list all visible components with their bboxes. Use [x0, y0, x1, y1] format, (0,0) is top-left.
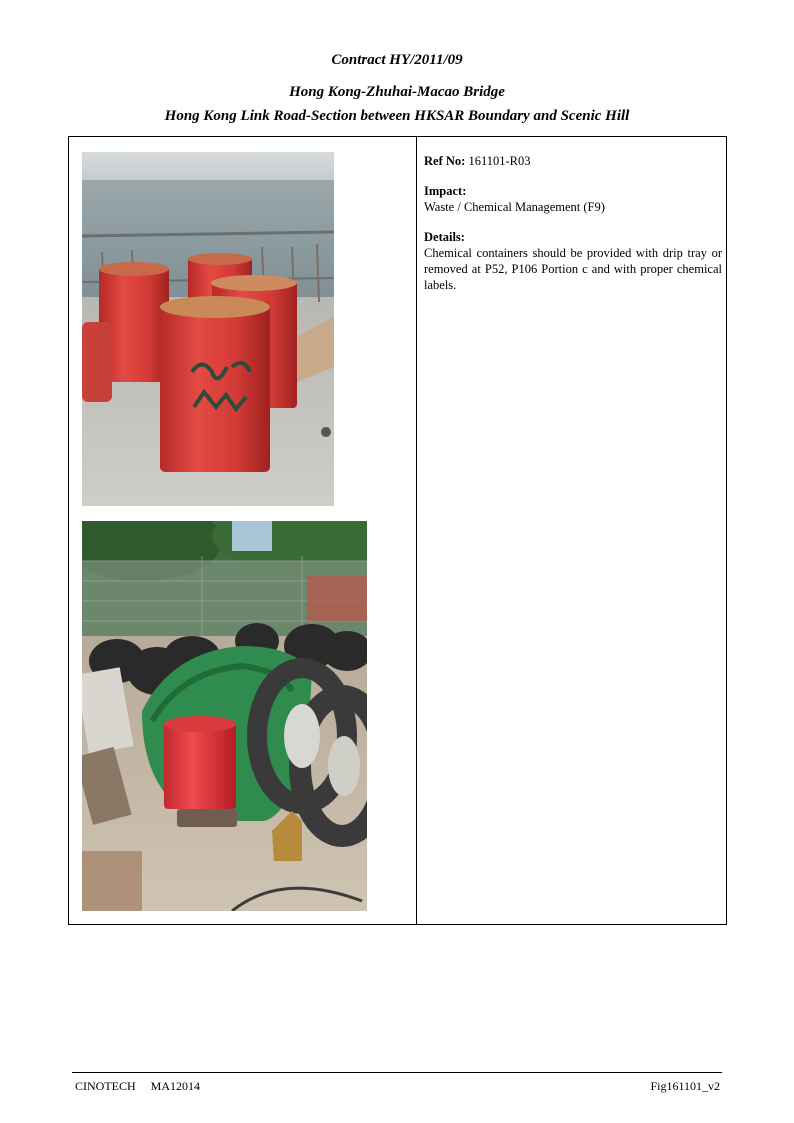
photo-drums-seafront — [82, 152, 334, 506]
impact-block — [424, 183, 722, 215]
ref-label: Ref No: — [424, 154, 466, 168]
column-divider — [416, 137, 417, 924]
contract-title: Contract HY/2011/09 — [331, 52, 463, 68]
photo-drums-seafront-image — [82, 152, 334, 506]
impact-value: Waste / Chemical Management (F9) — [424, 200, 605, 214]
footer-figure: Fig161101_v2 — [650, 1079, 720, 1093]
impact-label: Impact: — [424, 184, 467, 198]
project-title: Hong Kong-Zhuhai-Macao Bridge — [289, 84, 505, 100]
footer-company: CINOTECH — [75, 1079, 136, 1093]
ref-value: 161101-R03 — [468, 154, 531, 168]
record-frame — [68, 136, 727, 925]
footer-rule — [72, 1072, 722, 1073]
footer-doc-code: MA12014 — [150, 1079, 201, 1093]
section-title: Hong Kong Link Road-Section between HKSAR Boundary and Scenic Hill — [164, 108, 630, 124]
details-label: Details: — [424, 230, 465, 244]
ref-block — [424, 153, 722, 169]
details-block — [424, 229, 722, 293]
details-value: Chemical containers should be provided with drip tray or removed at P52, P106 Portion c and with proper chemical labels. — [424, 246, 722, 292]
footer-left — [75, 1079, 200, 1094]
photo-drum-tyres-image — [82, 521, 367, 911]
photo-drum-tyres — [82, 521, 367, 911]
record-info — [424, 153, 722, 307]
